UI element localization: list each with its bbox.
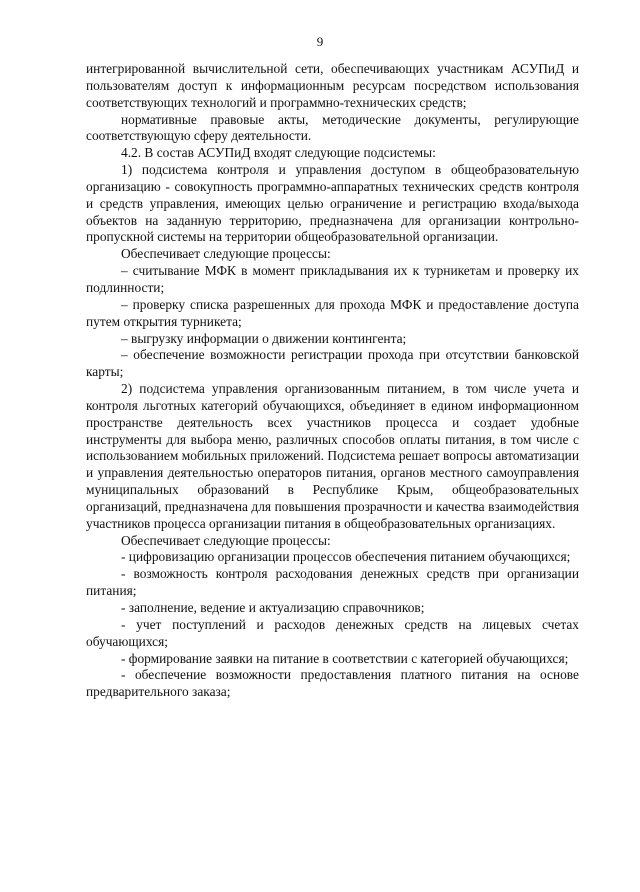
list-item-spending-control: - возможность контроля расходования денежных средств при организации питания;: [86, 566, 579, 599]
list-item-paid-meals: - обеспечение возможности предоставления платного питания на основе предварительного заказа;: [86, 667, 579, 700]
list-item-pass-without-card: – обеспечение возможности регистрации прохода при отсутствии банковской карты;: [86, 347, 579, 380]
paragraph-regulatory-acts: нормативные правовые акты, методические документы, регулирующие соответствующую сферу деятельности.: [86, 111, 579, 144]
document-body: [86, 61, 579, 701]
list-item-reference-books: - заполнение, ведение и актуализацию справочников;: [121, 600, 425, 615]
paragraph-access-control-subsystem: 1) подсистема контроля и управления доступом в общеобразовательную организацию - совокупность программно-аппаратных технических средств контроля и средств управления, имеющих целью ограничение и регистрацию входа/выхода объектов на заданную территорию, предназначена для организации контрольно-пропускной системы на территории общеобразовательной организации.: [86, 162, 579, 245]
list-item-movement-export: – выгрузку информации о движении контингента;: [121, 330, 407, 346]
paragraph-processes-heading-2: Обеспечивает следующие процессы:: [121, 532, 331, 548]
list-item-account-accounting: - учет поступлений и расходов денежных средств на лицевых счетах обучающихся;: [86, 616, 579, 649]
list-item-access-check: – проверку списка разрешенных для прохода МФК и предоставление доступа путем открытия турникета;: [86, 296, 579, 329]
paragraph-network-resources: интегрированной вычислительной сети, обеспечивающих участникам АСУПиД и пользователям доступ к информационным ресурсам посредством использования соответствующих технологий и программно-технических средств;: [86, 61, 579, 110]
list-item-card-reading: – считывание МФК в момент прикладывания их к турникетам и проверку их подлинности;: [86, 263, 579, 295]
paragraph-section-4-2: 4.2. В состав АСУПиД входят следующие подсистемы:: [121, 145, 436, 161]
page-number: 9: [316, 34, 324, 49]
paragraph-processes-heading-1: Обеспечивает следующие процессы:: [121, 246, 331, 262]
list-item-digitalization: - цифровизацию организации процессов обеспечения питанием обучающихся;: [121, 549, 571, 565]
paragraph-catering-subsystem: 2) подсистема управления организованным питанием, в том числе учета и контроля льготных категорий обучающихся, объединяет в едином информационном пространстве деятельность всех участников процесса и создает удобные инструменты для выбора меню, различных способов оплаты питания, в том числе с использованием мобильных приложений. Подсистема решает вопросы автоматизации и управления деятельностью операторов питания, органов местного самоуправления муниципальных образований в Республике Крым, общеобразовательных организаций, предназначена для повышения прозрачности и качества взаимодействия участников процесса организации питания в общеобразовательных организациях.: [86, 381, 579, 531]
list-item-meal-request: - формирование заявки на питание в соответствии с категорией обучающихся;: [121, 650, 569, 666]
